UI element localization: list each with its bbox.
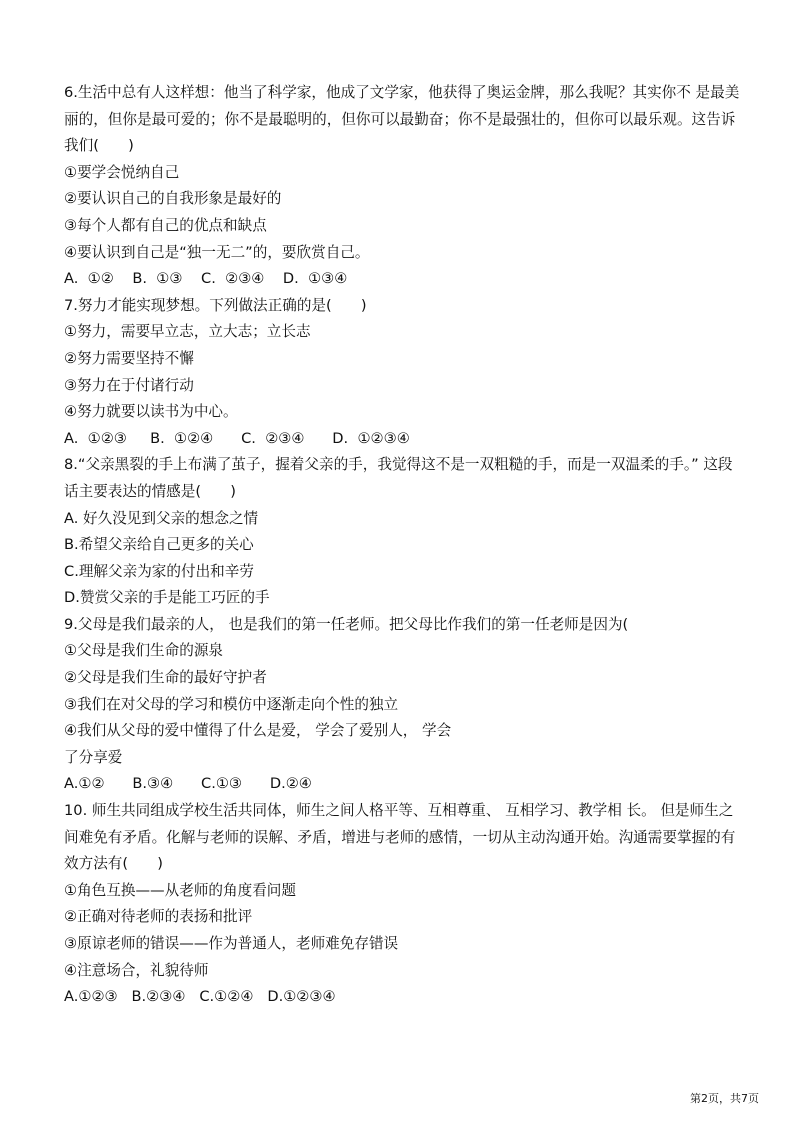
option-item: ②努力需要坚持不懈: [64, 349, 194, 367]
question-stem: 10. 师生共同组成学校生活共同体，师生之间人格平等、互相尊重、 互相学习、教学相 长。 但是师生之间难免有矛盾。化解与老师的误解、矛盾，增进与老师的感情，一切从主动沟通开始。沟通需要掌握的有效方法有( ): [64, 802, 736, 873]
answer-choices: A.①② B.③④ C.①③ D.②④: [64, 775, 312, 793]
option-item: ②要认识自己的自我形象是最好的: [64, 190, 282, 208]
option-item: ①努力，需要早立志，立大志；立长志: [64, 323, 311, 341]
option-item: ③每个人都有自己的优点和缺点: [64, 216, 267, 234]
question-stem: 7.努力才能实现梦想。下列做法正确的是( ): [64, 296, 367, 314]
question-9: [64, 612, 740, 798]
option-item: C.理解父亲为家的付出和辛劳: [64, 562, 254, 580]
option-item: ③我们在对父母的学习和模仿中逐渐走向个性的独立: [64, 695, 399, 713]
option-item: ④注意场合，礼貌待师: [64, 961, 209, 979]
question-stem: 9.父母是我们最亲的人， 也是我们的第一任老师。把父母比作我们的第一任老师是因为(: [64, 615, 629, 633]
option-item: 了分享爱: [64, 748, 123, 766]
option-item: ④要认识到自己是“独一无二”的，要欣赏自己。: [64, 243, 370, 261]
page-number: 第2页，共7页: [690, 1092, 759, 1105]
option-item: ①角色互换——从老师的角度看问题: [64, 881, 296, 899]
option-item: ①父母是我们生命的源泉: [64, 642, 224, 660]
option-item: ①要学会悦纳自己: [64, 163, 180, 181]
option-item: ③原谅老师的错误——作为普通人，老师难免存错误: [64, 935, 399, 952]
option-item: ②正确对待老师的表扬和批评: [64, 908, 253, 926]
option-item: ④我们从父母的爱中懂得了什么是爱， 学会了爱别人， 学会: [64, 722, 452, 740]
question-10: [64, 798, 740, 1011]
option-item: ④努力就要以读书为中心。: [64, 403, 238, 421]
question-stem: 8.“父亲黑裂的手上布满了茧子，握着父亲的手，我觉得这不是一双粗糙的手，而是一双温柔的手。” 这段话主要表达的情感是( ): [64, 456, 733, 500]
option-item: B.希望父亲给自己更多的关心: [64, 536, 254, 554]
question-stem: 6.生活中总有人这样想：他当了科学家，他成了文学家，他获得了奥运金牌，那么我呢？其实你不 是最美丽的，但你是最可爱的；你不是最聪明的，但你可以最勤奋；你不是最强壮的，但你可以最乐观。这告诉我们( ): [64, 84, 740, 155]
answer-choices: A.①②③ B.②③④ C.①②④ D.①②③④: [64, 988, 336, 1006]
question-list: [64, 80, 740, 1011]
question-8: [64, 452, 740, 612]
option-item: A. 好久没见到父亲的想念之情: [64, 509, 259, 527]
answer-choices: A. ①② B. ①③ C. ②③④ D. ①③④: [64, 270, 348, 288]
answer-choices: A. ①②③ B. ①②④ C. ②③④ D. ①②③④: [64, 429, 410, 447]
question-7: [64, 293, 740, 453]
option-item: ③努力在于付诸行动: [64, 376, 194, 394]
option-item: ②父母是我们生命的最好守护者: [64, 669, 267, 687]
option-item: D.赞赏父亲的手是能工巧匠的手: [64, 589, 270, 607]
question-6: [64, 80, 740, 293]
